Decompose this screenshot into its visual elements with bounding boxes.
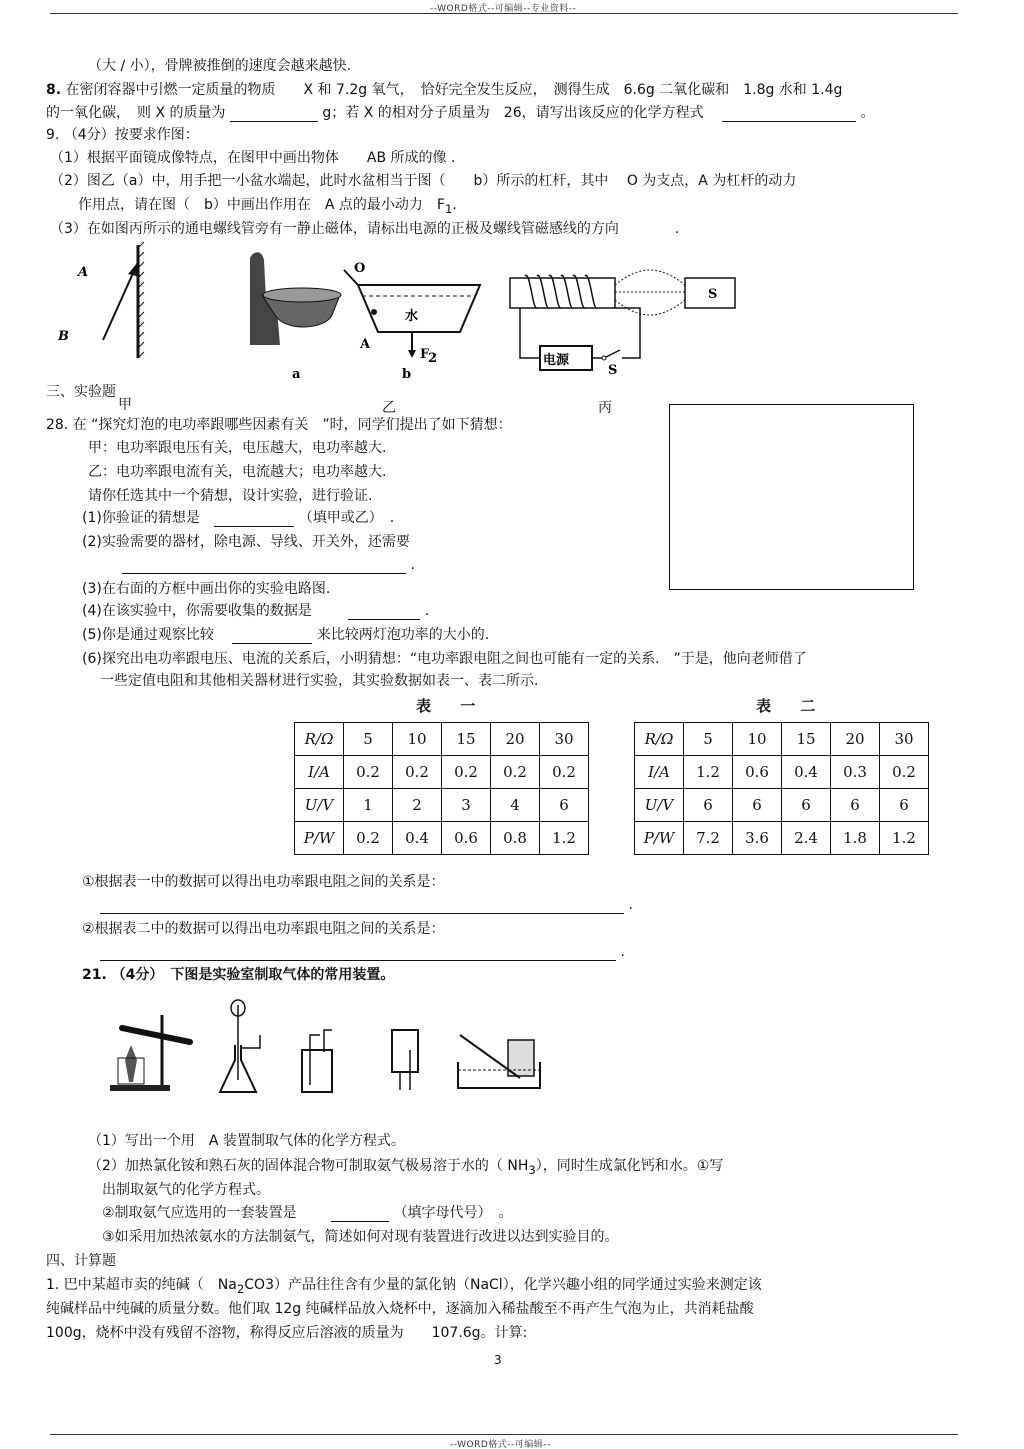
basin-rim xyxy=(263,288,341,302)
section-heading: 四、计算题 xyxy=(46,1253,116,1269)
label-switch: S xyxy=(608,363,618,378)
page-header: --WORD格式--可编辑--专业资料-- xyxy=(430,4,577,14)
text-span: . xyxy=(620,944,625,960)
question-28-4 xyxy=(82,602,429,620)
text-span: (5)你是通过观察比较 xyxy=(82,627,214,643)
text-line: (2)实验需要的器材，除电源、导线、开关外，还需要 xyxy=(82,534,410,550)
switch-lever xyxy=(606,350,620,357)
text-line: ②根据表二中的数据可以得出电功率跟电阻之间的关系是： xyxy=(82,921,445,937)
text-line: （3）在如图丙所示的通电螺线管旁有一静止磁体，请标出电源的正极及螺线管磁感线的方向 . xyxy=(50,221,680,237)
text-span: CO3）产品往往含有少量的氯化钠（NaCl），化学兴趣小组的同学通过实验来测定该 xyxy=(244,1277,762,1293)
apparatus-a xyxy=(110,1015,190,1091)
outlet-tube-c xyxy=(324,1030,332,1052)
figure-yi-a xyxy=(250,252,341,382)
subscript: 2 xyxy=(236,1281,245,1296)
table-row-header: U/V xyxy=(295,789,344,822)
question-21-2c xyxy=(102,1204,512,1222)
table-row-header: U/V xyxy=(635,789,684,822)
table-row xyxy=(635,756,929,789)
table-cell: 30 xyxy=(540,723,589,756)
data-table-1 xyxy=(294,722,589,855)
figure-caption-yi: 乙 xyxy=(382,400,396,416)
wire-left xyxy=(520,308,540,358)
question-number: 8. xyxy=(46,82,62,98)
outlet-tube xyxy=(241,1035,260,1048)
subscript: 3 xyxy=(528,1162,536,1177)
text-span: . xyxy=(452,197,457,213)
table-cell: 0.4 xyxy=(393,822,442,855)
label-b: B xyxy=(58,329,69,344)
text-line: g；若 X 的相对分子质量为 26，请写出该反应的化学方程式 xyxy=(322,105,704,121)
text-span: （填甲或乙） . xyxy=(298,510,395,526)
table-cell: 0.2 xyxy=(344,822,393,855)
conclusion-1-blank xyxy=(100,896,633,914)
table-cell: 30 xyxy=(880,723,929,756)
answer-blank[interactable] xyxy=(100,898,624,914)
table-cell: 6 xyxy=(733,789,782,822)
test-tube xyxy=(122,1028,190,1042)
label-f2: F xyxy=(420,347,430,362)
table-cell: 1 xyxy=(344,789,393,822)
label-o: O xyxy=(354,261,366,276)
table1-title: 表 一 xyxy=(416,697,488,715)
footer-rule xyxy=(50,1434,958,1435)
question-8 xyxy=(46,81,842,99)
apparatus-c xyxy=(302,1030,332,1092)
table-cell: 6 xyxy=(831,789,880,822)
text-span: （2）加热氯化铵和熟石灰的固体混合物可制取氨气极易溶于水的（ NH xyxy=(88,1158,529,1174)
text-line: (3)在右面的方框中画出你的实验电路图. xyxy=(82,581,331,597)
table-row xyxy=(635,789,929,822)
text-line: 出制取氨气的化学方程式。 xyxy=(102,1182,270,1198)
subscript: 1 xyxy=(444,201,453,216)
basin-outline xyxy=(358,285,480,332)
table-cell: 6 xyxy=(782,789,831,822)
label-f2-sub: 2 xyxy=(428,351,438,366)
label-water: 水 xyxy=(405,309,419,324)
table-cell: 1.2 xyxy=(880,822,929,855)
question-9: 9. （4分）按要求作图： xyxy=(46,127,199,143)
text-line: ③如采用加热浓氨水的方法制氨气，简述如何对现有装置进行改进以达到实验目的。 xyxy=(102,1229,619,1245)
table-cell: 0.2 xyxy=(491,756,540,789)
question-28-2-blank xyxy=(122,556,415,574)
header-rule xyxy=(50,13,958,14)
coil-winding xyxy=(525,275,597,308)
table-cell: 0.2 xyxy=(540,756,589,789)
text-line: （1）写出一个用 A 装置制取气体的化学方程式。 xyxy=(88,1133,405,1149)
label-s-magnet: S xyxy=(708,287,718,302)
question-8-line2 xyxy=(46,104,875,122)
text-line: （1）根据平面镜成像特点，在图甲中画出物体 AB 所成的像 . xyxy=(50,150,456,166)
inverted-bottle xyxy=(392,1030,418,1072)
lamp xyxy=(125,1045,137,1082)
page-footer: --WORD格式--可编辑-- xyxy=(450,1440,551,1449)
text-line: 。 xyxy=(860,105,875,121)
table-cell: 10 xyxy=(393,723,442,756)
answer-blank[interactable] xyxy=(122,558,406,574)
text-span: 作用点，请在图（ b）中画出作用在 A 点的最小动力 F xyxy=(78,197,445,213)
answer-blank[interactable] xyxy=(214,511,294,527)
text-line xyxy=(78,196,457,218)
data-table-2 xyxy=(634,722,929,855)
table-row-header: I/A xyxy=(295,756,344,789)
inlet-tube xyxy=(310,1035,320,1085)
table-cell: 0.2 xyxy=(344,756,393,789)
label-point-a: A xyxy=(360,337,371,352)
table-cell: 5 xyxy=(684,723,733,756)
text-line: 纯碱样品中纯碱的质量分数。他们取 12g 纯碱样品放入烧杯中，逐滴加入稀盐酸至不再产生气泡为止，共消耗盐酸 xyxy=(46,1301,754,1317)
table-cell: 3 xyxy=(442,789,491,822)
label-fig-a: a xyxy=(292,367,301,382)
text-line: (6)探究出电功率跟电压、电流的关系后，小明猜想：“电功率跟电阻之间也可能有一定的关系. ”于是，他向老师借了 xyxy=(82,651,807,667)
figure-yi-b xyxy=(344,261,480,382)
table-cell: 5 xyxy=(344,723,393,756)
question-28-1 xyxy=(82,509,394,527)
text-line: ①根据表一中的数据可以得出电功率跟电阻之间的关系是： xyxy=(82,874,445,890)
text-span: (4)在该实验中，你需要收集的数据是 xyxy=(82,603,312,619)
table-cell: 0.6 xyxy=(442,822,491,855)
text-span: ②制取氨气应选用的一套装置是 xyxy=(102,1205,297,1221)
question-21: 21. （4分） 下图是实验室制取气体的常用装置。 xyxy=(82,967,395,983)
figure-bing xyxy=(510,270,735,378)
table-cell: 7.2 xyxy=(684,822,733,855)
section-heading: 三、实验题 xyxy=(46,384,116,400)
label-fig-b: b xyxy=(402,367,412,382)
table-cell: 4 xyxy=(491,789,540,822)
table-cell: 10 xyxy=(733,723,782,756)
text-line: 甲：电功率跟电压有关，电压越大，电功率越大. xyxy=(88,440,387,456)
text-span: (1)你验证的猜想是 xyxy=(82,510,200,526)
text-span: . xyxy=(628,897,633,913)
text-span: ），同时生成氯化钙和水。①写 xyxy=(535,1158,724,1174)
table-cell: 0.6 xyxy=(733,756,782,789)
answer-blank[interactable] xyxy=(230,106,318,122)
table-cell: 0.4 xyxy=(782,756,831,789)
table-cell: 20 xyxy=(491,723,540,756)
table-row xyxy=(295,789,589,822)
text-line: 的一氧化碳， 则 X 的质量为 xyxy=(46,105,226,121)
table-cell: 0.2 xyxy=(442,756,491,789)
table-cell: 0.3 xyxy=(831,756,880,789)
table-row xyxy=(635,723,929,756)
text-line: 在密闭容器中引燃一定质量的物质 X 和 7.2g 氧气， 恰好完全发生反应， 测得生成 6.6g 二氧化碳和 1.8g 水和 1.4g xyxy=(65,82,843,98)
point-a xyxy=(371,309,377,315)
table-cell: 6 xyxy=(540,789,589,822)
table-row xyxy=(295,723,589,756)
table-cell: 15 xyxy=(442,723,491,756)
apparatus-d xyxy=(392,1030,418,1090)
answer-blank[interactable] xyxy=(331,1206,389,1222)
answer-blank[interactable] xyxy=(232,628,312,644)
table-cell: 0.2 xyxy=(393,756,442,789)
gas-apparatus-figure xyxy=(100,990,560,1120)
collecting-bottle xyxy=(508,1040,534,1076)
text-span: （填字母代号） 。 xyxy=(393,1205,513,1221)
force-arrow xyxy=(408,350,416,358)
text-line: （大 / 小），骨牌被推倒的速度会越来越快. xyxy=(88,58,352,74)
text-span: 来比较两灯泡功率的大小的. xyxy=(316,627,490,643)
label-power: 电源 xyxy=(543,353,570,368)
table-cell: 6 xyxy=(880,789,929,822)
table-cell: 0.8 xyxy=(491,822,540,855)
text-line: 乙：电功率跟电流有关，电流越大；电功率越大. xyxy=(88,464,387,480)
table-cell: 2.4 xyxy=(782,822,831,855)
table-row-header: P/W xyxy=(635,822,684,855)
apparatus-b xyxy=(220,1000,260,1092)
figure-caption-bing: 丙 xyxy=(598,400,612,416)
answer-blank[interactable] xyxy=(100,945,616,961)
question-28-5 xyxy=(82,626,489,644)
circuit-drawing-box[interactable] xyxy=(669,404,914,590)
figure-caption-jia: 甲 xyxy=(118,397,132,413)
text-line xyxy=(46,1276,762,1298)
conclusion-2-blank xyxy=(100,943,625,961)
figure-jia xyxy=(57,242,144,358)
table-cell: 1.2 xyxy=(684,756,733,789)
label-a: A xyxy=(78,265,89,280)
answer-blank[interactable] xyxy=(722,106,856,122)
text-line xyxy=(88,1157,723,1179)
q9-figures xyxy=(40,240,760,390)
gas-bottle xyxy=(302,1050,332,1092)
page-number: 3 xyxy=(494,1353,502,1367)
text-line: （2）图乙（a）中，用手把一小盆水端起，此时水盆相当于图（ b）所示的杠杆，其中 O 为支点，A 为杠杆的动力 xyxy=(50,173,797,189)
table-row xyxy=(295,756,589,789)
table-row-header: R/Ω xyxy=(635,723,684,756)
table-row-header: R/Ω xyxy=(295,723,344,756)
text-span: . xyxy=(424,603,430,619)
switch-contact xyxy=(602,356,606,360)
question-28: 28. 在 “探究灯泡的电功率跟哪些因素有关 ”时，同学们提出了如下猜想： xyxy=(46,417,512,433)
table-cell: 20 xyxy=(831,723,880,756)
table-cell: 6 xyxy=(684,789,733,822)
table-row-header: P/W xyxy=(295,822,344,855)
text-line: 100g，烧杯中没有残留不溶物，称得反应后溶液的质量为 107.6g。计算: xyxy=(46,1325,528,1341)
table-cell: 3.6 xyxy=(733,822,782,855)
table-row xyxy=(295,822,589,855)
text-line: 一些定值电阻和其他相关器材进行实验，其实验数据如表一、表二所示. xyxy=(100,673,539,689)
stand-base xyxy=(110,1085,170,1091)
table-row-header: I/A xyxy=(635,756,684,789)
text-span: . xyxy=(410,557,415,573)
table-cell: 15 xyxy=(782,723,831,756)
answer-blank[interactable] xyxy=(348,604,420,620)
apparatus-e xyxy=(458,1035,540,1088)
table-cell: 2 xyxy=(393,789,442,822)
table-row xyxy=(635,822,929,855)
solenoid-core xyxy=(510,278,615,308)
table2-title: 表 二 xyxy=(756,697,828,715)
table-cell: 1.2 xyxy=(540,822,589,855)
text-span: 1. 巴中某超市卖的纯碱（ Na xyxy=(46,1277,237,1293)
table-cell: 1.8 xyxy=(831,822,880,855)
table-cell: 0.2 xyxy=(880,756,929,789)
text-line: 请你任选其中一个猜想，设计实验，进行验证. xyxy=(88,488,373,504)
